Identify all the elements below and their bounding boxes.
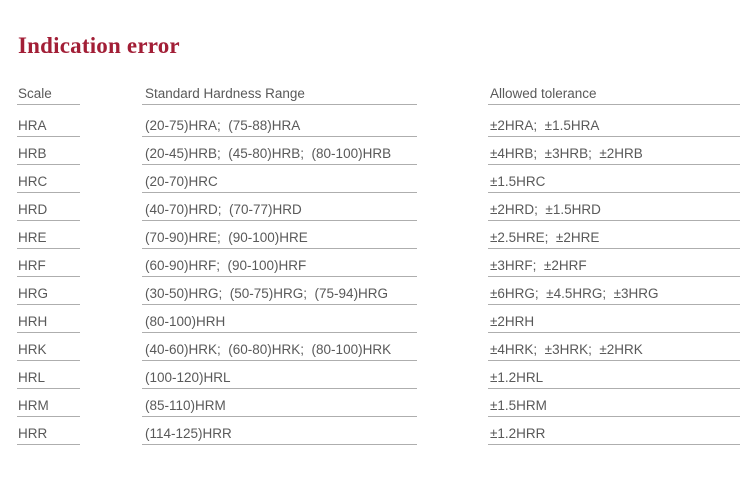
- range-cell: (30-50)HRG; (50-75)HRG; (75-94)HRG: [142, 277, 417, 305]
- range-cell: (100-120)HRL: [142, 361, 417, 389]
- scale-cell: HRB: [17, 137, 80, 165]
- range-cell: (20-70)HRC: [142, 165, 417, 193]
- tolerance-cell: ±6HRG; ±4.5HRG; ±3HRG: [488, 277, 740, 305]
- tolerance-cell: ±2HRA; ±1.5HRA: [488, 109, 740, 137]
- tolerance-cell: ±2HRH: [488, 305, 740, 333]
- table-header-row: [0, 77, 750, 105]
- table-body: [0, 109, 750, 445]
- header-standard-hardness-range: Standard Hardness Range: [142, 77, 417, 105]
- table-row: [0, 361, 750, 389]
- tolerance-cell: ±1.2HRL: [488, 361, 740, 389]
- range-cell: (20-75)HRA; (75-88)HRA: [142, 109, 417, 137]
- table-row: [0, 417, 750, 445]
- range-cell: (40-70)HRD; (70-77)HRD: [142, 193, 417, 221]
- range-cell: (20-45)HRB; (45-80)HRB; (80-100)HRB: [142, 137, 417, 165]
- scale-cell: HRA: [17, 109, 80, 137]
- scale-cell: HRL: [17, 361, 80, 389]
- scale-cell: HRM: [17, 389, 80, 417]
- tolerance-cell: ±2HRD; ±1.5HRD: [488, 193, 740, 221]
- range-cell: (40-60)HRK; (60-80)HRK; (80-100)HRK: [142, 333, 417, 361]
- table-row: [0, 277, 750, 305]
- tolerance-cell: ±3HRF; ±2HRF: [488, 249, 740, 277]
- range-cell: (60-90)HRF; (90-100)HRF: [142, 249, 417, 277]
- scale-cell: HRC: [17, 165, 80, 193]
- page-title: Indication error: [18, 33, 180, 58]
- tolerance-cell: ±1.5HRC: [488, 165, 740, 193]
- scale-cell: HRK: [17, 333, 80, 361]
- scale-cell: HRR: [17, 417, 80, 445]
- scale-cell: HRF: [17, 249, 80, 277]
- header-allowed-tolerance: Allowed tolerance: [488, 77, 740, 105]
- table-row: [0, 109, 750, 137]
- scale-cell: HRE: [17, 221, 80, 249]
- header-scale: Scale: [17, 77, 80, 105]
- tolerance-cell: ±4HRB; ±3HRB; ±2HRB: [488, 137, 740, 165]
- table-row: [0, 221, 750, 249]
- table-row: [0, 305, 750, 333]
- table-row: [0, 389, 750, 417]
- range-cell: (114-125)HRR: [142, 417, 417, 445]
- range-cell: (70-90)HRE; (90-100)HRE: [142, 221, 417, 249]
- tolerance-cell: ±4HRK; ±3HRK; ±2HRK: [488, 333, 740, 361]
- table-row: [0, 249, 750, 277]
- tolerance-cell: ±1.2HRR: [488, 417, 740, 445]
- tolerance-cell: ±1.5HRM: [488, 389, 740, 417]
- table-row: [0, 137, 750, 165]
- hardness-tolerance-table: [0, 77, 750, 445]
- range-cell: (80-100)HRH: [142, 305, 417, 333]
- table-row: [0, 333, 750, 361]
- table-row: [0, 193, 750, 221]
- table-row: [0, 165, 750, 193]
- range-cell: (85-110)HRM: [142, 389, 417, 417]
- scale-cell: HRD: [17, 193, 80, 221]
- scale-cell: HRH: [17, 305, 80, 333]
- tolerance-cell: ±2.5HRE; ±2HRE: [488, 221, 740, 249]
- scale-cell: HRG: [17, 277, 80, 305]
